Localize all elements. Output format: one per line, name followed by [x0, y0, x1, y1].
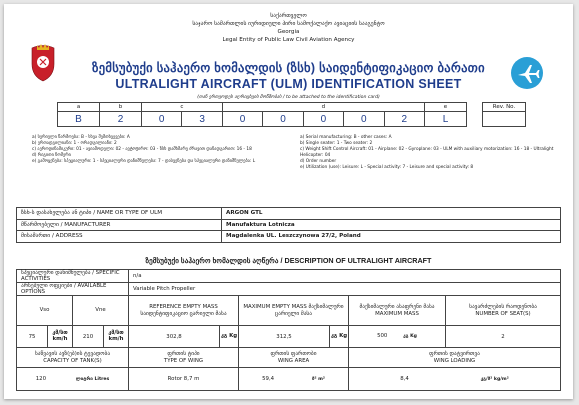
code-digit: 0: [344, 112, 384, 127]
available-options-label: არსებული ოფციები / AVAILABLE OPTIONS: [17, 283, 129, 296]
wing-loading-unit: კგ/მ² kg/m²: [480, 376, 509, 382]
vso-value: 75: [17, 326, 48, 348]
wing-type-label-en: TYPE OF WING: [163, 357, 204, 364]
wing-loading-label: [349, 348, 561, 368]
address-label: მისამართი / ADDRESS: [17, 231, 222, 243]
legend-line: c) Weight Shift Control Aircraft: 01 - Airplane: 02 - Gyroplane: 03 - ULM with auxiliary motorization: 16 - 18 - Ultralight Helicopter: 04: [300, 147, 554, 159]
number-of-seats-label: [446, 296, 561, 326]
maximum-mass-label-en: MAXIMUM MASS: [375, 310, 419, 317]
code-digit: B: [58, 112, 100, 127]
wing-area-unit: მ² m²: [311, 376, 325, 382]
code-legend-georgian: [32, 135, 290, 165]
vso-label: Vso: [17, 296, 73, 326]
wing-load-label-en: WING LOADING: [433, 357, 476, 364]
tank-label-ka: საწვავის ავზ(ებ)ის ტევადობა: [34, 351, 111, 358]
tank-capacity-label: [17, 348, 129, 368]
description-table: [16, 269, 561, 391]
code-digit: 0: [142, 112, 182, 127]
maximum-empty-mass-value: 312,5: [239, 326, 330, 348]
legend-line: d) Order number: [300, 159, 337, 165]
tank-capacity-value: [17, 368, 129, 391]
maximum-empty-mass-unit: კგ Kg: [330, 326, 349, 348]
attachment-note: (თან ერთვოდეს აღრიცხვის მოწმობას / to be attached to the identification card): [197, 95, 380, 100]
manufacturer-value: Manufaktura Lotnicza: [222, 219, 561, 231]
wing-area-label: [239, 348, 349, 368]
name-label: ზსხ-ს დასახელება ან ტიპი / NAME OR TYPE OF ULM: [17, 208, 222, 220]
wing-area-label-en: WING AREA: [277, 357, 310, 364]
wing-type-value: Rotor 8,7 m: [129, 368, 239, 391]
vne-value: 210: [73, 326, 104, 348]
legend-line: c) აეროდინამიკური: 01 - ავიამოდელი: 02 - ავტოჟირო: 03 - ზსხ დამხმარე ძრავით დანადგარით: 16 - 18: [32, 147, 252, 153]
vso-unit: კმ/სთ km/h: [48, 326, 73, 348]
legend-line: a) Serial manufacturing: B - other cases: A: [300, 135, 392, 140]
code-letter-b: b: [100, 103, 142, 112]
maximum-mass-value: [349, 326, 446, 348]
identification-sheet: [4, 4, 573, 399]
wing-area-number: 59,4: [262, 375, 275, 382]
legend-line: e) Utilization (use): Leisure: L - Special activity: 7 - Leisure and special activity: 8: [300, 165, 474, 171]
maximum-empty-mass-label: MAXIMUM EMPTY MASS მაქსიმალური ცარიელი მასა: [239, 296, 349, 326]
code-digit: 2: [384, 112, 424, 127]
revision-label: Rev. No.: [483, 103, 526, 112]
maximum-mass-unit: კგ Kg: [403, 334, 417, 340]
legend-line: d) რიგითი ნომერი: [32, 153, 71, 159]
vne-label: Vne: [73, 296, 129, 326]
description-title: ზემსუბუქი საჰაერო ხომალდის აღწერა / DESCRIPTION OF ULTRALIGHT AIRCRAFT: [145, 256, 432, 265]
seats-label-en: NUMBER OF SEAT(S): [475, 310, 531, 317]
code-digit: 3: [182, 112, 222, 127]
tank-capacity-number: 120: [35, 375, 47, 382]
code-letter-e: e: [425, 103, 467, 112]
code-digit: 0: [222, 112, 262, 127]
reference-empty-mass-unit: კგ Kg: [220, 326, 239, 348]
available-options-value: Variable Pitch Propeller: [129, 283, 561, 296]
legend-line: b) ერთადგილიანი: 1 - ორადგილიანი: 2: [32, 141, 117, 147]
tank-capacity-unit: ლიტრი Litres: [75, 376, 110, 382]
wing-loading-value: [349, 368, 561, 391]
code-letter-d: d: [222, 103, 424, 112]
wing-load-label-ka: ფრთის დატვირთვა: [429, 351, 480, 358]
header-agency-en: Legal Entity of Public Law Civil Aviation Agency: [222, 37, 355, 43]
legend-line: e) გამოყენება: სპეციალური: 1 - სპეციალური დანიშნულება: 7 - დასვენება და სპეციალური დანიშნულება: L: [32, 159, 256, 165]
header-agency-ka: საჯარო სამართლის იურიდიული პირი სამოქალაქო ავიაციის სააგენტო: [192, 21, 385, 27]
revision-table: [482, 102, 526, 127]
wing-type-label-ka: ფრთის ტიპი: [167, 351, 200, 358]
header-country-ka: საქართველო: [270, 13, 307, 19]
header-country-en: Georgia: [277, 29, 300, 35]
seats-label-ka: სავარძლების რაოდენობა: [469, 304, 537, 311]
number-of-seats-value: 2: [446, 326, 561, 348]
wing-area-value: [239, 368, 349, 391]
vne-unit: კმ/სთ km/h: [104, 326, 129, 348]
revision-value: [483, 112, 526, 127]
code-letter-c: c: [142, 103, 223, 112]
address-value: Magdalenka UL. Leszczynowa 27/2, Poland: [222, 231, 561, 243]
legend-line: b) Single seater: 1 - Two seater: 2: [300, 141, 373, 147]
code-letter-a: a: [58, 103, 100, 112]
wing-type-label: [129, 348, 239, 368]
code-digit: 2: [100, 112, 142, 127]
specific-activities-value: n/a: [129, 270, 561, 283]
maximum-mass-label-ka: მაქსიმალური ასაფრენი მასა: [359, 304, 435, 311]
code-digit: L: [425, 112, 467, 127]
ulm-info-table: [16, 207, 561, 243]
maximum-mass-number: 500: [377, 333, 388, 340]
manufacturer-label: მწარმოებელი / MANUFACTURER: [17, 219, 222, 231]
code-digit: 0: [303, 112, 343, 127]
reference-empty-mass-label: REFERENCE EMPTY MASS საიდენტიფიკაციო ცარიელი მასა: [129, 296, 239, 326]
wing-loading-number: 8,4: [400, 375, 409, 382]
maximum-mass-label: [349, 296, 446, 326]
specific-activities-label: სპეციალური დანიშნულება / SPECIFIC ACTIVITIES: [17, 270, 129, 283]
identification-code-table: [57, 102, 467, 127]
title-georgian: ზემსუბუქი საჰაერო ხომალდის (ზსხ) საიდენტიფიკაციო ბარათი: [92, 61, 485, 75]
wing-area-label-ka: ფრთის ფართობი: [270, 351, 317, 358]
code-legend-english: [300, 135, 558, 172]
legend-line: a) სერიული წარმოება: B - სხვა შემთხვევები: A: [32, 135, 130, 140]
code-digit: 0: [263, 112, 303, 127]
tank-label-en: CAPACITY OF TANK(S): [43, 357, 102, 364]
reference-empty-mass-value: 302,8: [129, 326, 220, 348]
title-english: ULTRALIGHT AIRCRAFT (ULM) IDENTIFICATION SHEET: [115, 77, 462, 91]
name-value: ARGON GTL: [222, 208, 561, 220]
